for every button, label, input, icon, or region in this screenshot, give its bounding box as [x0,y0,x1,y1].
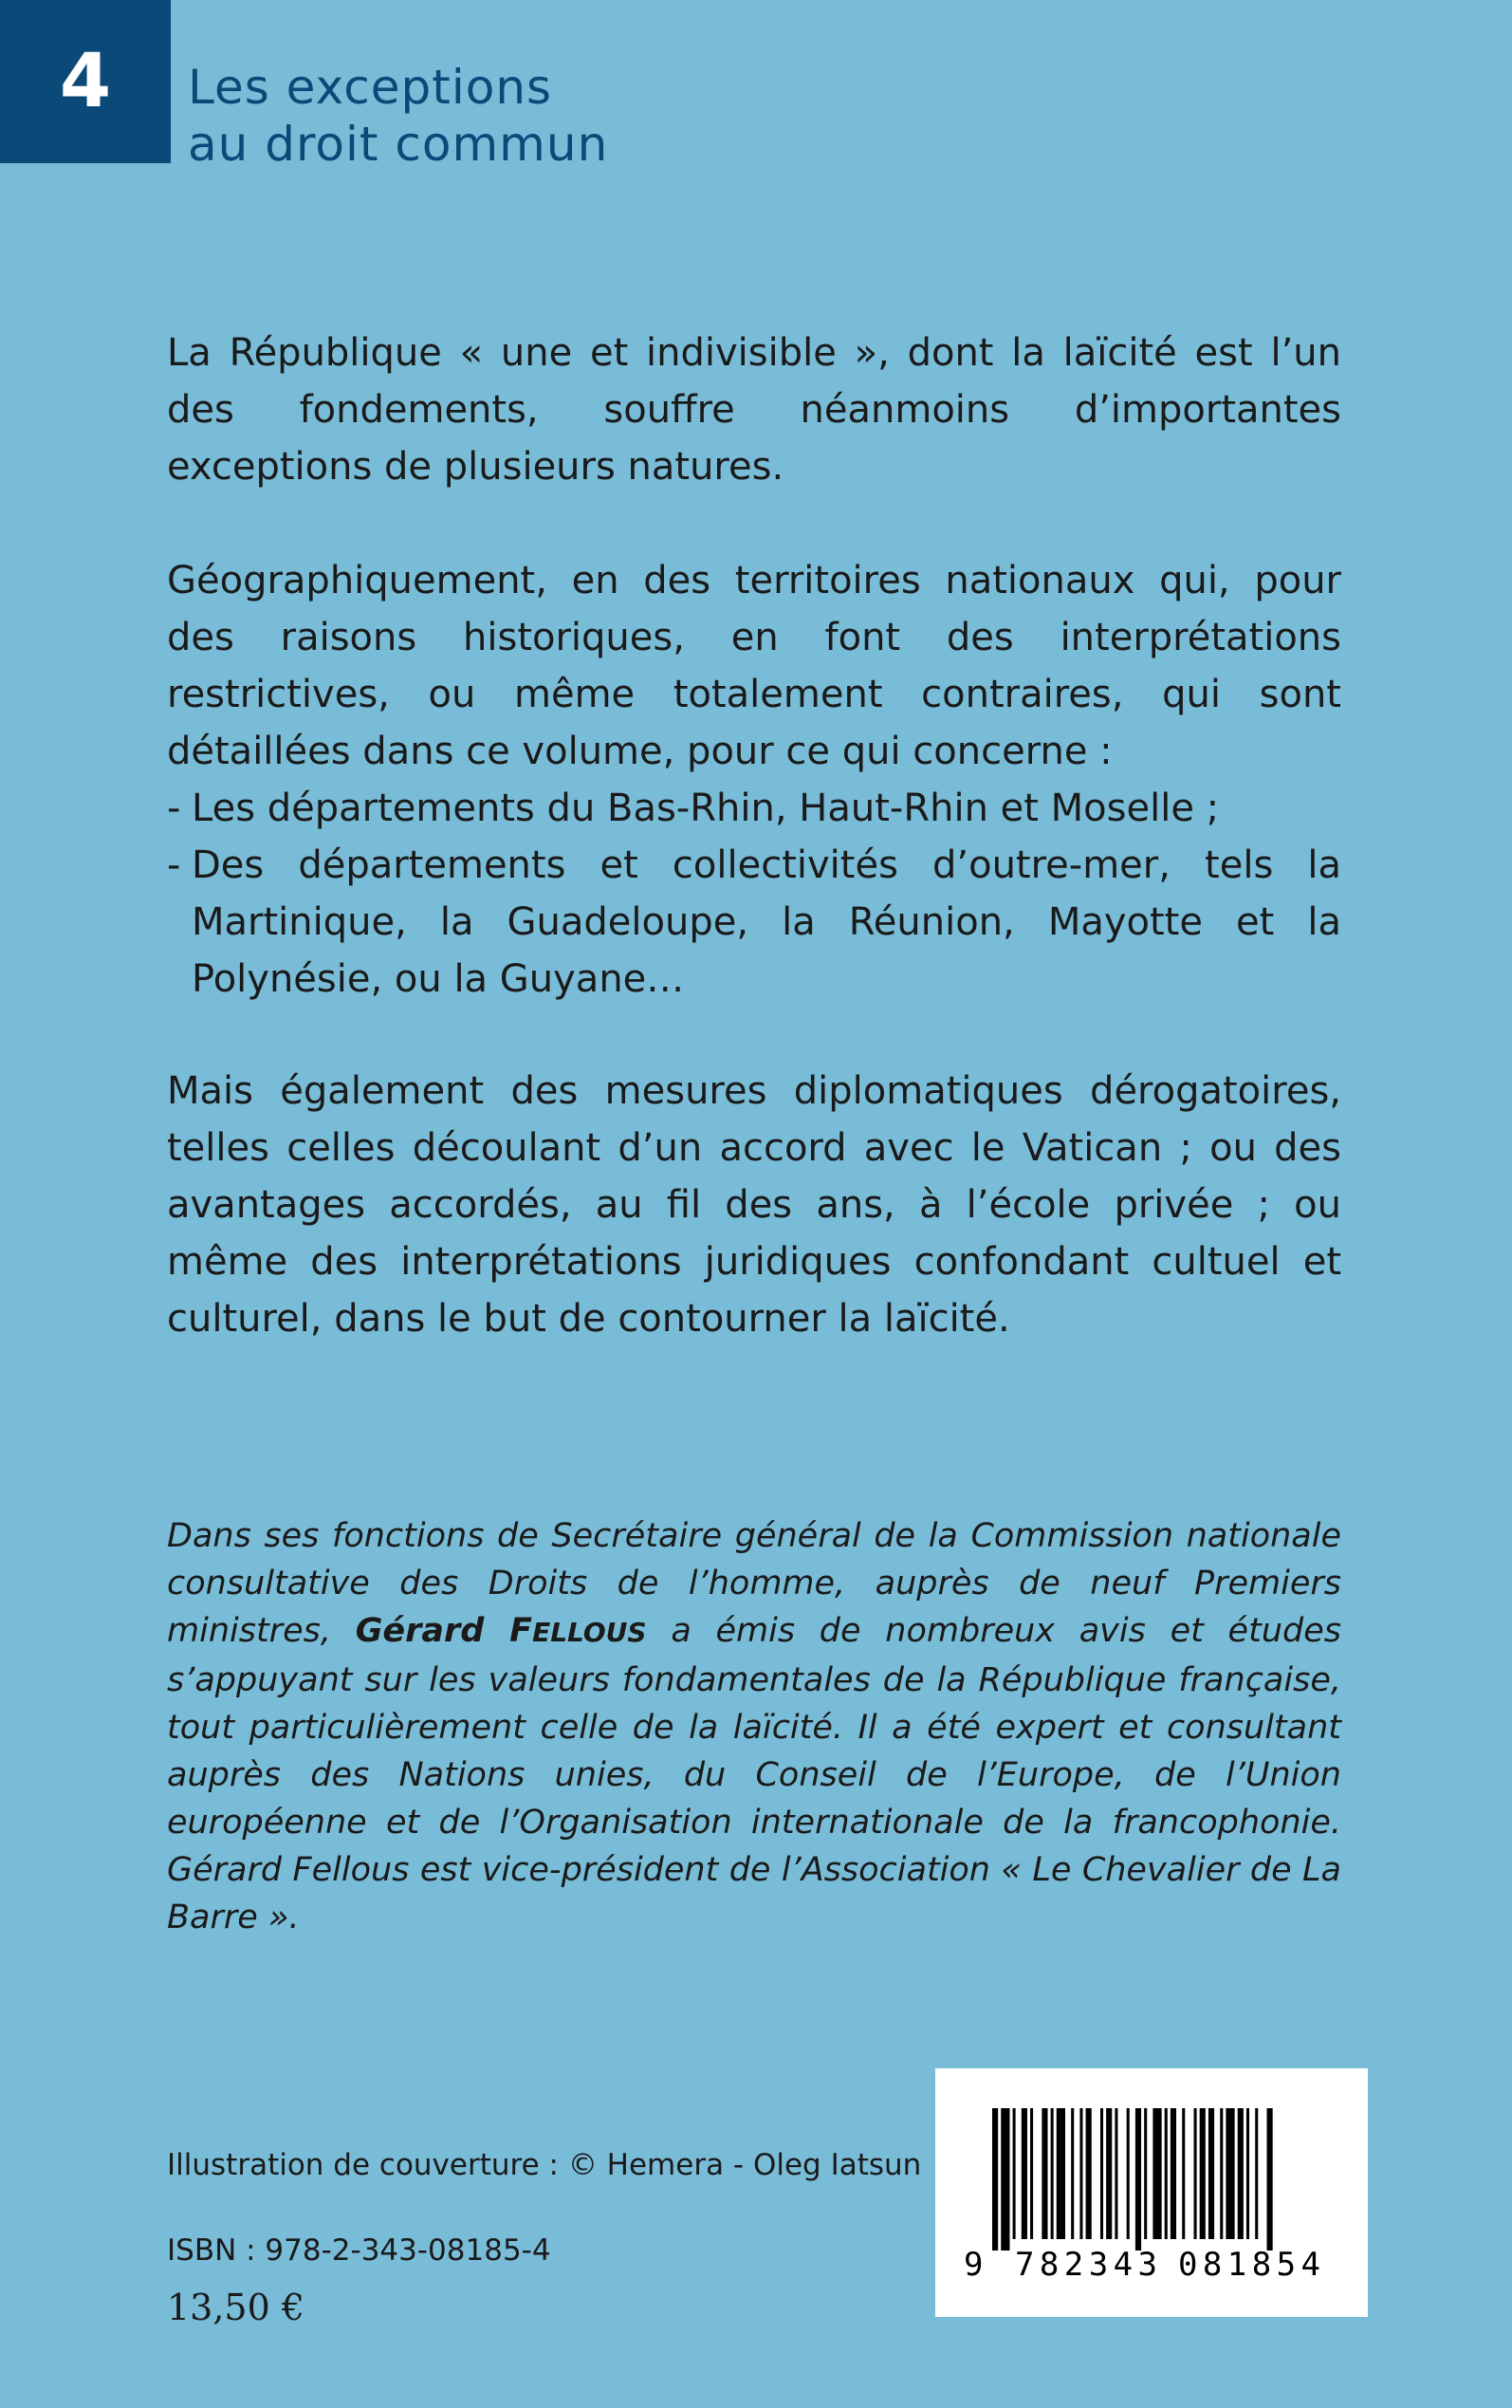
barcode-bar [1079,2108,1082,2239]
series-title [188,59,608,173]
barcode-bar [1200,2108,1206,2239]
barcode-bar [1030,2108,1033,2239]
barcode-bar [1226,2108,1234,2239]
bio-text-before: Dans ses fonctions de Secrétaire général de la Commission nationale consultative des Droits de l’homme, auprès de neuf Premiers ministres, [167,1517,1341,1650]
list-item-text: Des départements et collectivités d’outre-mer, tels la Martinique, la Guadeloupe, la Réunion, Mayotte et la Polynésie, ou la Guyane… [192,843,1341,1001]
barcode-bar [1165,2108,1168,2239]
exceptions-list [167,780,1341,1008]
list-item-text: Les départements du Bas-Rhin, Haut-Rhin et Moselle ; [192,787,1220,830]
barcode-bar [1246,2108,1249,2239]
intro-paragraph: La République « une et indivisible », dont la laïcité est l’un des fondements, souffre néanmoins d’importantes exceptions de plusieurs natures. [167,331,1341,489]
barcode-digits-right: 081854 [1178,2246,1320,2284]
barcode-bar [992,2108,998,2251]
barcode-bar [1135,2108,1141,2251]
barcode-bar [1115,2108,1117,2239]
volume-number-box [0,0,171,163]
barcode-bar [1220,2108,1223,2239]
barcode-bar [1022,2108,1027,2239]
list-dash: - [167,787,181,830]
barcode-bar [1182,2108,1185,2239]
barcode-bar [1042,2108,1047,2239]
price: 13,50 € [167,2287,305,2328]
geography-section [167,552,1341,1008]
barcode-bar [1238,2108,1244,2239]
author-bio [167,1512,1341,1941]
bio-text-after: a émis de nombreux avis et études s’appuyant sur les valeurs fondamentales de la République française, tout particulièrement celle de la laïcité. Il a été expert et consultant auprès des Nations unies, du Conseil de l’Europe, de l’Union européenne et de l’Organisation internationale de la francophonie. Gérard Fellous est vice-président de l’Association « Le Chevalier de La Barre ». [167,1612,1341,1936]
barcode-digits-left: 782343 [1015,2246,1157,2284]
author-name-smallcaps: ELLOUS [532,1617,647,1648]
barcode-bar [1106,2108,1112,2239]
list-item [167,837,1341,1008]
barcode [935,2068,1368,2317]
author-name [356,1612,647,1650]
series-title-line-2: au droit commun [188,117,609,172]
barcode-bar [1071,2108,1074,2239]
barcode-bar [1152,2108,1161,2239]
diplomatic-paragraph: Mais également des mesures diplomatiques dérogatoires, telles celles découlant d’un accord avec le Vatican ; ou des avantages accordés, au fil des ans, à l’école privée ; ou même des interprétations juridiques confondant cultuel et culturel, dans le but de contourner la laïcité. [167,1069,1341,1341]
barcode-bar [1194,2108,1197,2239]
isbn: ISBN : 978-2-343-08185-4 [167,2233,551,2268]
cover-credit: Illustration de couverture : © Hemera - Oleg Iatsun [167,2148,922,2182]
barcode-bar [1144,2108,1147,2239]
barcode-graphic [935,2068,1368,2317]
barcode-bar [1127,2108,1130,2239]
barcode-bar [1100,2108,1103,2239]
list-dash: - [167,843,181,887]
list-item [167,780,1341,837]
barcode-bar [1001,2108,1009,2251]
barcode-bar [1208,2108,1214,2239]
barcode-digit-lead: 9 [964,2246,984,2284]
series-title-line-1: Les exceptions [188,60,553,115]
barcode-bar [1267,2108,1273,2251]
barcode-bar [1255,2108,1258,2239]
volume-number: 4 [59,39,112,124]
barcode-bar [1171,2108,1176,2239]
barcode-bar [1051,2108,1054,2239]
author-name-first: Gérard F [355,1612,533,1650]
barcode-bar [1013,2108,1016,2239]
barcode-bar [1057,2108,1065,2239]
barcode-bar [1086,2108,1092,2239]
geography-paragraph: Géographiquement, en des territoires nationaux qui, pour des raisons historiques, en font des interprétations restrictives, ou même totalement contraires, qui sont détaillées dans ce volume, pour ce qui concerne : [167,559,1341,773]
